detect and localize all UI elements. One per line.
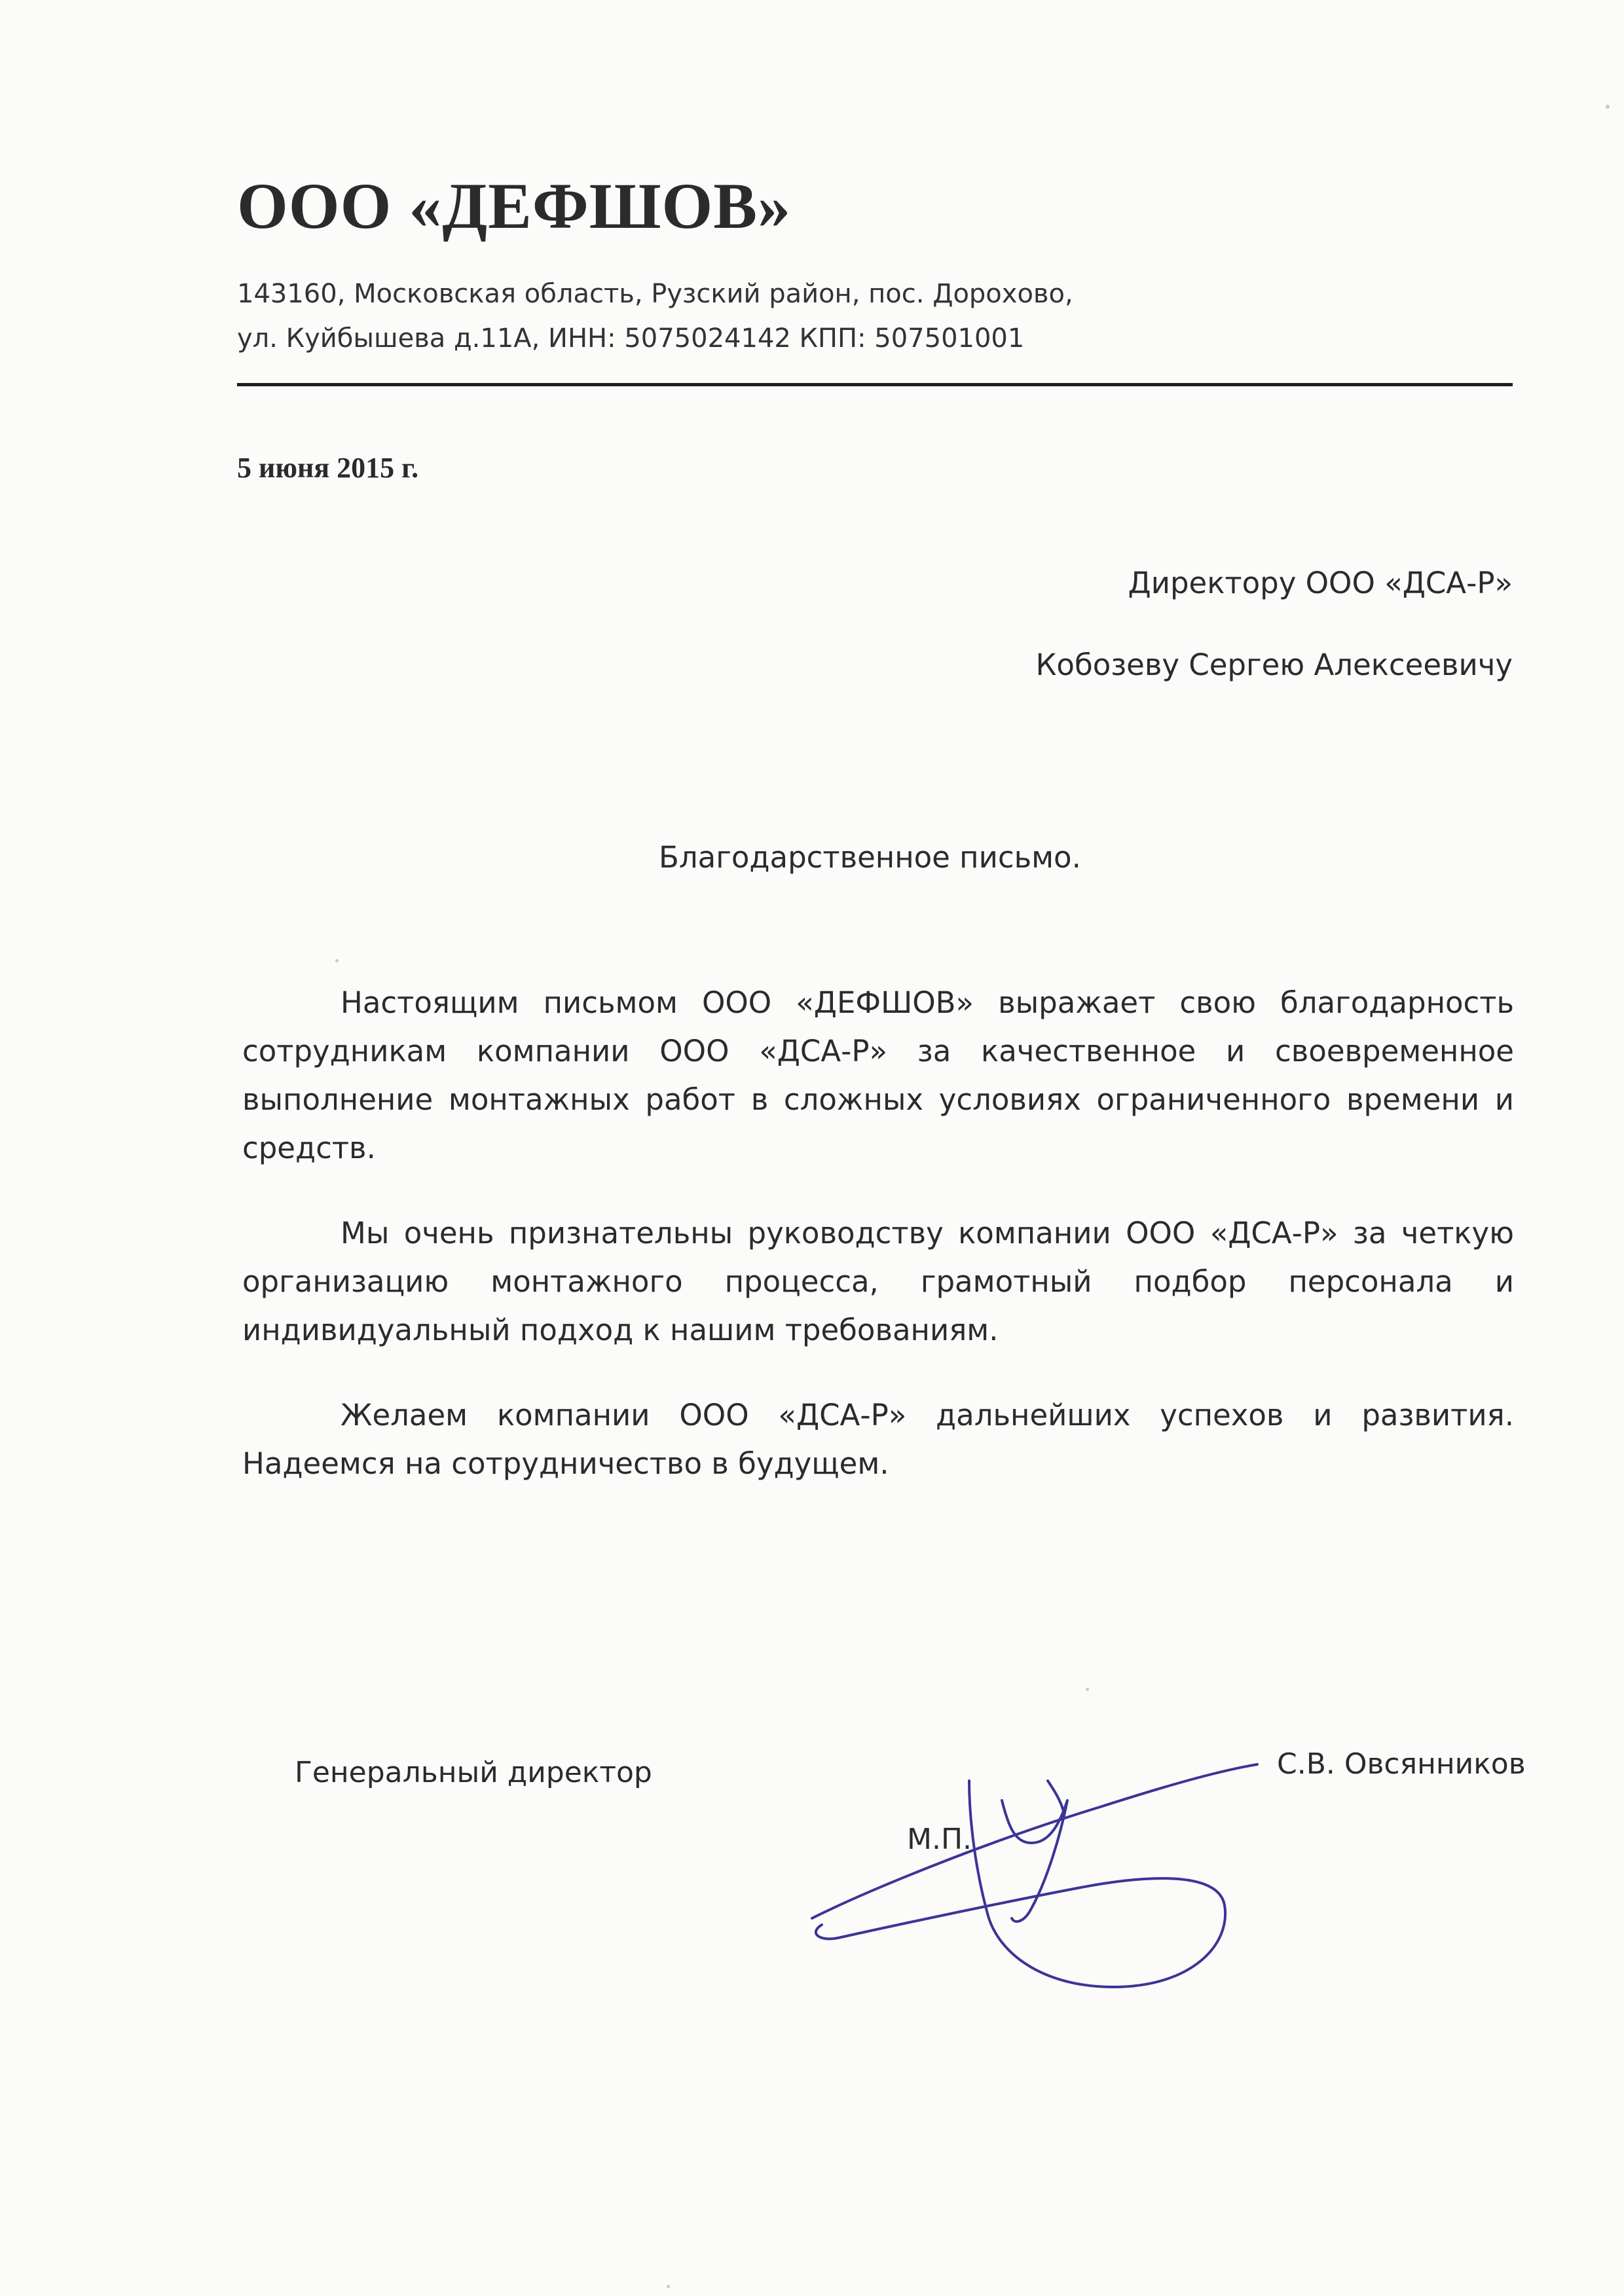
stamp-place-label: М.П. (907, 1823, 972, 1856)
signer-name: С.В. Овсянников (1277, 1747, 1526, 1781)
letter-title: Благодарственное письмо. (659, 840, 1081, 875)
addressee-name: Кобозеву Сергею Алексеевичу (1035, 647, 1513, 682)
addressee-position: Директору ООО «ДСА-Р» (1128, 566, 1513, 600)
letter-date: 5 июня 2015 г. (237, 452, 419, 484)
scan-speck (1086, 1688, 1089, 1691)
body-paragraph: Мы очень признательны руководству компании ООО «ДСА-Р» за четкую организацию монтажного процесса, грамотный подбор персонала и индивидуальный подход к нашим требованиям. (242, 1216, 1514, 1347)
letter-body (242, 979, 1514, 1525)
header-divider (237, 383, 1513, 386)
addressee-block (1035, 542, 1513, 706)
address-line: 143160, Московская область, Рузский район, пос. Дорохово, (237, 279, 1073, 309)
company-address (237, 272, 1073, 361)
body-paragraph: Желаем компании ООО «ДСА-Р» дальнейших успехов и развития. Надеемся на сотрудничество в будущем. (242, 1398, 1514, 1481)
address-line: ул. Куйбышева д.11А, ИНН: 5075024142 КПП: 507501001 (237, 323, 1025, 354)
handwritten-signature (773, 1728, 1270, 2003)
body-paragraph: Настоящим письмом ООО «ДЕФШОВ» выражает свою благодарность сотрудникам компании ООО «ДСА-Р» за качественное и своевременное выполнение монтажных работ в сложных условиях ограниченного времени и средств. (242, 985, 1514, 1165)
scan-speck (667, 2285, 670, 2288)
signer-position: Генеральный директор (295, 1756, 652, 1789)
scan-speck (1606, 105, 1610, 109)
scan-speck (335, 959, 339, 962)
company-name: ООО «ДЕФШОВ» (237, 170, 792, 242)
